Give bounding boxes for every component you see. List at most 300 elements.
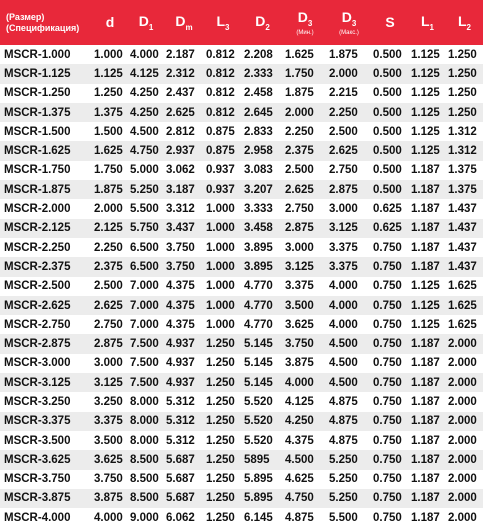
row-size-cell: MSCR-2.125 [4, 222, 71, 235]
row-value-cell: 0.500 [373, 87, 402, 100]
row-value-cell: 5.250 [130, 183, 159, 196]
row-value-cell: 6.500 [130, 260, 159, 273]
table-row [0, 45, 483, 64]
row-value-cell: 5.145 [244, 338, 273, 351]
header-size [0, 0, 92, 45]
row-value-cell: 5.250 [329, 473, 358, 486]
row-value-cell: 0.500 [373, 48, 402, 61]
row-value-cell: 7.000 [130, 280, 159, 293]
row-value-cell: 5.500 [329, 511, 358, 524]
row-value-cell: 1.250 [206, 338, 235, 351]
row-value-cell: 4.250 [285, 415, 314, 428]
row-value-cell: 1.437 [448, 241, 477, 254]
row-value-cell: 1.125 [411, 48, 440, 61]
row-value-cell: 2.750 [285, 203, 314, 216]
row-size-cell: MSCR-1.875 [4, 183, 71, 196]
table-row [0, 141, 483, 160]
row-value-cell: 1.187 [411, 338, 440, 351]
row-value-cell: 4.000 [130, 48, 159, 61]
row-value-cell: 2.125 [94, 222, 123, 235]
row-value-cell: 5.750 [130, 222, 159, 235]
table-row [0, 257, 483, 276]
row-value-cell: 2.215 [329, 87, 358, 100]
row-value-cell: 0.750 [373, 376, 402, 389]
row-value-cell: 1.250 [206, 492, 235, 505]
row-value-cell: 0.500 [373, 67, 402, 80]
row-value-cell: 7.000 [130, 299, 159, 312]
row-value-cell: 4.770 [244, 299, 273, 312]
row-value-cell: 0.750 [373, 434, 402, 447]
table-row [0, 296, 483, 315]
row-value-cell: 0.750 [373, 473, 402, 486]
row-value-cell: 3.875 [285, 357, 314, 370]
row-value-cell: 6.145 [244, 511, 273, 524]
row-value-cell: 2.625 [285, 183, 314, 196]
row-value-cell: 4.250 [130, 87, 159, 100]
row-value-cell: 3.125 [329, 222, 358, 235]
row-size-cell: MSCR-3.125 [4, 376, 71, 389]
row-value-cell: 5.000 [130, 164, 159, 177]
row-value-cell: 1.187 [411, 203, 440, 216]
row-value-cell: 0.500 [373, 125, 402, 138]
row-value-cell: 1.000 [206, 203, 235, 216]
row-value-cell: 2.875 [94, 338, 123, 351]
row-value-cell: 3.895 [244, 260, 273, 273]
row-value-cell: 1.625 [448, 318, 477, 331]
row-value-cell: 1.187 [411, 492, 440, 505]
row-size-cell: MSCR-1.375 [4, 106, 71, 119]
row-value-cell: 1.875 [285, 87, 314, 100]
row-value-cell: 1.250 [206, 376, 235, 389]
row-value-cell: 5.500 [130, 203, 159, 216]
row-value-cell: 2.000 [448, 511, 477, 524]
row-value-cell: 3.500 [285, 299, 314, 312]
row-value-cell: 1.000 [206, 260, 235, 273]
row-value-cell: 1.250 [94, 87, 123, 100]
row-value-cell: 7.500 [130, 338, 159, 351]
row-value-cell: 4.375 [166, 318, 195, 331]
row-value-cell: 2.750 [94, 318, 123, 331]
row-value-cell: 2.833 [244, 125, 273, 138]
row-value-cell: 2.000 [448, 434, 477, 447]
row-value-cell: 4.500 [130, 125, 159, 138]
row-value-cell: 1.000 [206, 222, 235, 235]
row-value-cell: 0.750 [373, 241, 402, 254]
row-value-cell: 6.500 [130, 241, 159, 254]
row-value-cell: 2.000 [448, 473, 477, 486]
header-col-4 [242, 0, 283, 45]
row-value-cell: 4.375 [285, 434, 314, 447]
row-value-cell: 5.520 [244, 395, 273, 408]
row-value-cell: 2.958 [244, 145, 273, 158]
row-size-cell: MSCR-1.250 [4, 87, 71, 100]
row-value-cell: 1.250 [206, 511, 235, 524]
row-value-cell: 0.625 [373, 222, 402, 235]
row-value-cell: 1.250 [206, 357, 235, 370]
row-value-cell: 1.187 [411, 395, 440, 408]
row-value-cell: 0.750 [373, 357, 402, 370]
table-row [0, 180, 483, 199]
table-row [0, 354, 483, 373]
row-value-cell: 3.875 [94, 492, 123, 505]
row-size-cell: MSCR-2.625 [4, 299, 71, 312]
header-col-main: d [105, 13, 115, 30]
row-value-cell: 4.375 [166, 299, 195, 312]
row-value-cell: 4.000 [94, 511, 123, 524]
row-value-cell: 1.750 [285, 67, 314, 80]
header-col-7 [371, 0, 409, 45]
row-value-cell: 1.125 [411, 280, 440, 293]
row-value-cell: 5.145 [244, 376, 273, 389]
row-size-cell: MSCR-2.500 [4, 280, 71, 293]
row-size-cell: MSCR-2.000 [4, 203, 71, 216]
row-value-cell: 4.500 [329, 338, 358, 351]
row-value-cell: 3.000 [285, 241, 314, 254]
row-value-cell: 4.875 [285, 511, 314, 524]
row-value-cell: 0.875 [206, 145, 235, 158]
row-value-cell: 3.062 [166, 164, 195, 177]
row-value-cell: 2.187 [166, 48, 195, 61]
row-value-cell: 1.000 [206, 241, 235, 254]
row-value-cell: 1.250 [448, 48, 477, 61]
row-value-cell: 5.895 [244, 473, 273, 486]
row-value-cell: 4.125 [130, 67, 159, 80]
table-row [0, 450, 483, 469]
header-col-1 [128, 0, 164, 45]
header-col-8 [409, 0, 446, 45]
row-value-cell: 8.000 [130, 434, 159, 447]
row-value-cell: 1.875 [94, 183, 123, 196]
row-value-cell: 0.500 [373, 106, 402, 119]
row-value-cell: 3.375 [94, 415, 123, 428]
row-value-cell: 5.250 [329, 492, 358, 505]
table-row [0, 508, 483, 527]
row-value-cell: 7.500 [130, 376, 159, 389]
header-col-main: L [420, 12, 430, 29]
header-col-sub: 1 [429, 23, 434, 33]
row-size-cell: MSCR-1.500 [4, 125, 71, 138]
row-value-cell: 1.375 [448, 164, 477, 177]
row-value-cell: 2.375 [94, 260, 123, 273]
row-value-cell: 1.250 [206, 453, 235, 466]
table-row [0, 315, 483, 334]
row-value-cell: 2.645 [244, 106, 273, 119]
row-size-cell: MSCR-1.625 [4, 145, 71, 158]
row-value-cell: 1.625 [448, 280, 477, 293]
row-value-cell: 1.625 [285, 48, 314, 61]
row-value-cell: 5.687 [166, 453, 195, 466]
row-value-cell: 2.000 [448, 338, 477, 351]
row-value-cell: 5.250 [329, 453, 358, 466]
row-value-cell: 3.207 [244, 183, 273, 196]
row-value-cell: 7.000 [130, 318, 159, 331]
row-value-cell: 2.500 [285, 164, 314, 177]
row-value-cell: 2.250 [329, 106, 358, 119]
row-value-cell: 4.770 [244, 280, 273, 293]
table-row [0, 489, 483, 508]
row-value-cell: 2.000 [94, 203, 123, 216]
row-value-cell: 3.750 [94, 473, 123, 486]
row-value-cell: 1.187 [411, 222, 440, 235]
row-size-cell: MSCR-3.500 [4, 434, 71, 447]
row-value-cell: 3.458 [244, 222, 273, 235]
row-value-cell: 2.000 [448, 492, 477, 505]
row-value-cell: 2.250 [94, 241, 123, 254]
row-value-cell: 5.520 [244, 415, 273, 428]
header-col-sub: 2 [265, 23, 270, 33]
row-value-cell: 5.687 [166, 473, 195, 486]
row-value-cell: 2.625 [329, 145, 358, 158]
row-value-cell: 1.000 [206, 299, 235, 312]
row-value-cell: 1.000 [206, 318, 235, 331]
row-size-cell: MSCR-1.750 [4, 164, 71, 177]
row-value-cell: 8.000 [130, 395, 159, 408]
row-value-cell: 4.937 [166, 357, 195, 370]
header-col-sub: 3 [225, 23, 230, 33]
row-size-cell: MSCR-2.875 [4, 338, 71, 351]
table-row [0, 373, 483, 392]
row-value-cell: 1.125 [411, 67, 440, 80]
table-row [0, 392, 483, 411]
row-size-cell: MSCR-3.375 [4, 415, 71, 428]
header-col-2 [164, 0, 204, 45]
row-value-cell: 1.187 [411, 241, 440, 254]
row-size-cell: MSCR-4.000 [4, 511, 71, 524]
row-value-cell: 1.875 [329, 48, 358, 61]
row-value-cell: 4.770 [244, 318, 273, 331]
table-row [0, 122, 483, 141]
header-size-line2: (Спецификация) [6, 22, 80, 33]
table-row [0, 412, 483, 431]
row-size-cell: MSCR-2.750 [4, 318, 71, 331]
header-col-note: (Макс.) [339, 29, 359, 36]
row-value-cell: 8.000 [130, 415, 159, 428]
row-value-cell: 2.375 [285, 145, 314, 158]
row-value-cell: 3.125 [94, 376, 123, 389]
row-value-cell: 0.750 [373, 415, 402, 428]
row-size-cell: MSCR-1.125 [4, 67, 71, 80]
table-row [0, 64, 483, 83]
row-value-cell: 1.187 [411, 183, 440, 196]
row-value-cell: 2.937 [166, 145, 195, 158]
row-value-cell: 4.875 [329, 415, 358, 428]
row-value-cell: 1.250 [448, 106, 477, 119]
row-value-cell: 0.750 [373, 453, 402, 466]
row-value-cell: 1.125 [411, 125, 440, 138]
row-value-cell: 1.125 [411, 299, 440, 312]
row-value-cell: 0.625 [373, 203, 402, 216]
row-value-cell: 2.000 [448, 376, 477, 389]
row-value-cell: 1.250 [206, 473, 235, 486]
row-value-cell: 4.500 [285, 453, 314, 466]
row-value-cell: 0.750 [373, 260, 402, 273]
row-value-cell: 3.000 [94, 357, 123, 370]
row-value-cell: 6.062 [166, 511, 195, 524]
row-value-cell: 0.750 [373, 318, 402, 331]
row-value-cell: 2.333 [244, 67, 273, 80]
row-value-cell: 1.625 [94, 145, 123, 158]
row-value-cell: 3.125 [285, 260, 314, 273]
row-value-cell: 3.083 [244, 164, 273, 177]
row-value-cell: 1.187 [411, 511, 440, 524]
row-value-cell: 3.187 [166, 183, 195, 196]
row-value-cell: 4.000 [329, 318, 358, 331]
row-size-cell: MSCR-3.250 [4, 395, 71, 408]
row-value-cell: 1.250 [448, 87, 477, 100]
row-value-cell: 0.812 [206, 67, 235, 80]
table-row [0, 161, 483, 180]
header-col-main: S [385, 13, 395, 30]
row-value-cell: 3.750 [285, 338, 314, 351]
row-size-cell: MSCR-2.250 [4, 241, 71, 254]
row-value-cell: 4.125 [285, 395, 314, 408]
row-value-cell: 1.750 [94, 164, 123, 177]
row-value-cell: 4.500 [329, 376, 358, 389]
row-value-cell: 4.937 [166, 338, 195, 351]
row-value-cell: 5895 [244, 453, 270, 466]
row-value-cell: 1.187 [411, 453, 440, 466]
row-value-cell: 3.750 [166, 241, 195, 254]
row-value-cell: 1.125 [411, 106, 440, 119]
row-value-cell: 1.375 [448, 183, 477, 196]
row-value-cell: 3.750 [166, 260, 195, 273]
row-value-cell: 2.750 [329, 164, 358, 177]
row-value-cell: 2.208 [244, 48, 273, 61]
row-value-cell: 1.250 [448, 67, 477, 80]
row-value-cell: 2.500 [329, 125, 358, 138]
row-value-cell: 0.500 [373, 183, 402, 196]
row-value-cell: 1.437 [448, 222, 477, 235]
row-value-cell: 1.125 [411, 318, 440, 331]
row-value-cell: 3.375 [285, 280, 314, 293]
row-value-cell: 3.625 [285, 318, 314, 331]
row-value-cell: 5.520 [244, 434, 273, 447]
table-row [0, 219, 483, 238]
row-value-cell: 2.000 [448, 395, 477, 408]
row-value-cell: 0.937 [206, 164, 235, 177]
row-value-cell: 1.250 [206, 415, 235, 428]
header-col-main: D [138, 12, 149, 29]
row-value-cell: 5.687 [166, 492, 195, 505]
row-value-cell: 1.312 [448, 145, 477, 158]
row-value-cell: 0.812 [206, 106, 235, 119]
table-row [0, 199, 483, 218]
header-col-main: D [341, 9, 352, 26]
row-value-cell: 0.750 [373, 280, 402, 293]
row-value-cell: 0.500 [373, 164, 402, 177]
row-value-cell: 1.000 [206, 280, 235, 293]
row-value-cell: 1.125 [411, 87, 440, 100]
row-value-cell: 2.875 [329, 183, 358, 196]
row-value-cell: 4.875 [329, 434, 358, 447]
header-col-3 [204, 0, 242, 45]
row-value-cell: 1.500 [94, 125, 123, 138]
row-value-cell: 1.375 [94, 106, 123, 119]
row-size-cell: MSCR-3.875 [4, 492, 71, 505]
header-col-main: D [255, 12, 266, 29]
row-value-cell: 2.437 [166, 87, 195, 100]
row-value-cell: 1.437 [448, 260, 477, 273]
row-value-cell: 5.312 [166, 415, 195, 428]
row-value-cell: 5.312 [166, 395, 195, 408]
row-value-cell: 4.000 [329, 280, 358, 293]
row-value-cell: 5.895 [244, 492, 273, 505]
row-value-cell: 1.187 [411, 260, 440, 273]
row-value-cell: 3.333 [244, 203, 273, 216]
row-value-cell: 2.625 [166, 106, 195, 119]
row-value-cell: 2.250 [285, 125, 314, 138]
row-value-cell: 3.250 [94, 395, 123, 408]
row-value-cell: 7.500 [130, 357, 159, 370]
row-value-cell: 2.812 [166, 125, 195, 138]
row-value-cell: 4.250 [130, 106, 159, 119]
row-value-cell: 2.875 [285, 222, 314, 235]
row-value-cell: 2.500 [94, 280, 123, 293]
row-value-cell: 0.812 [206, 48, 235, 61]
row-value-cell: 0.750 [373, 492, 402, 505]
row-value-cell: 1.187 [411, 473, 440, 486]
row-value-cell: 3.625 [94, 453, 123, 466]
row-value-cell: 4.375 [166, 280, 195, 293]
row-value-cell: 2.000 [448, 453, 477, 466]
row-value-cell: 1.437 [448, 203, 477, 216]
table-row [0, 334, 483, 353]
row-value-cell: 8.500 [130, 473, 159, 486]
row-value-cell: 2.000 [448, 415, 477, 428]
row-value-cell: 1.125 [94, 67, 123, 80]
header-col-0 [92, 0, 128, 45]
row-size-cell: MSCR-2.375 [4, 260, 71, 273]
header-col-main: D [175, 12, 186, 29]
row-value-cell: 0.500 [373, 145, 402, 158]
row-value-cell: 4.937 [166, 376, 195, 389]
row-size-cell: MSCR-3.625 [4, 453, 71, 466]
row-value-cell: 4.500 [329, 357, 358, 370]
header-col-9 [446, 0, 483, 45]
row-value-cell: 2.000 [329, 67, 358, 80]
row-value-cell: 3.375 [329, 241, 358, 254]
row-value-cell: 3.500 [94, 434, 123, 447]
row-value-cell: 2.000 [285, 106, 314, 119]
row-value-cell: 1.187 [411, 164, 440, 177]
header-col-sub: m [185, 23, 193, 33]
row-value-cell: 3.895 [244, 241, 273, 254]
table-row [0, 277, 483, 296]
row-value-cell: 1.187 [411, 357, 440, 370]
row-value-cell: 0.750 [373, 338, 402, 351]
row-size-cell: MSCR-3.750 [4, 473, 71, 486]
row-value-cell: 3.312 [166, 203, 195, 216]
row-value-cell: 0.937 [206, 183, 235, 196]
table-row [0, 431, 483, 450]
header-col-sub: 3 [351, 19, 357, 29]
header-col-6 [327, 0, 371, 45]
row-value-cell: 4.000 [285, 376, 314, 389]
row-value-cell: 4.625 [285, 473, 314, 486]
row-value-cell: 9.000 [130, 511, 159, 524]
row-value-cell: 1.125 [411, 145, 440, 158]
row-value-cell: 2.312 [166, 67, 195, 80]
row-value-cell: 1.250 [206, 434, 235, 447]
header-col-main: L [216, 12, 226, 29]
row-value-cell: 3.375 [329, 260, 358, 273]
row-value-cell: 0.875 [206, 125, 235, 138]
header-size-line1: (Размер) [6, 11, 45, 22]
row-value-cell: 0.750 [373, 395, 402, 408]
row-value-cell: 1.187 [411, 376, 440, 389]
header-col-main: L [457, 12, 467, 29]
row-size-cell: MSCR-1.000 [4, 48, 71, 61]
